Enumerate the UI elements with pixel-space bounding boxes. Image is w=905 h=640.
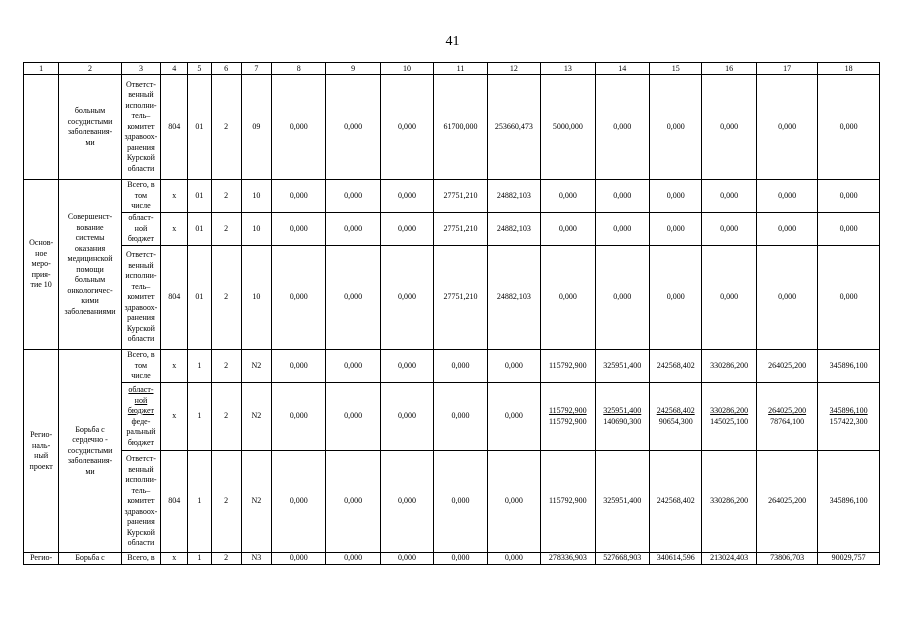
value-cell: 0,000 (326, 180, 380, 213)
value-top: 242568,402 (656, 406, 695, 415)
value-cell: 0,000 (487, 553, 540, 565)
value-cell: 0,000 (326, 213, 380, 246)
text-line: ранения (127, 517, 155, 527)
text-line: здравоох- (124, 506, 158, 516)
text-line: комитет (127, 121, 155, 131)
value-cell (649, 383, 701, 451)
page-number: 41 (445, 34, 460, 49)
value-cell: 0,000 (756, 246, 818, 350)
value-cell: 242568,402 (649, 350, 701, 383)
value-cell: 242568,402 (649, 451, 701, 553)
value-cell: 61700,000 (434, 75, 487, 180)
value-cell: 0,000 (595, 75, 649, 180)
text-line: венный (128, 260, 154, 270)
text-line: меро- (31, 259, 51, 269)
cell-source (121, 213, 160, 246)
text-line: проект (29, 461, 53, 471)
value-cell: 0,000 (271, 451, 325, 553)
text-line: област- (128, 385, 154, 394)
text-line: прия- (31, 269, 51, 279)
text-line: Борьба с (75, 424, 105, 434)
value-cell: 24882,103 (487, 213, 540, 246)
value-cell: 264025,200 (756, 350, 818, 383)
value-cell: 0,000 (434, 451, 487, 553)
table-row (24, 180, 880, 213)
text-line: оказания (74, 243, 106, 253)
value-bottom: 78764,100 (770, 416, 805, 426)
value-cell: 0,000 (380, 383, 433, 451)
value-bottom: 140690,300 (603, 416, 642, 426)
header-cell: 6 (211, 63, 241, 75)
value-cell: 0,000 (756, 213, 818, 246)
text-line: области (127, 538, 155, 548)
text-line: кими (81, 296, 99, 305)
text-line: том (134, 190, 148, 200)
text-line: тель– (131, 485, 151, 495)
value-cell: 0,000 (702, 180, 756, 213)
header-cell: 15 (649, 63, 701, 75)
value-bottom: 90654,300 (658, 416, 693, 426)
value-cell: 24882,103 (487, 180, 540, 213)
value-cell: 73806,703 (756, 553, 818, 565)
value-cell: 2 (211, 350, 241, 383)
text-line: Курской (126, 153, 155, 163)
value-cell: 2 (211, 383, 241, 451)
text-line: Ответст- (126, 79, 156, 89)
text-line: области (127, 334, 155, 344)
header-cell: 8 (271, 63, 325, 75)
value-cell: 345896,100 (818, 350, 880, 383)
text-line: Курской (126, 527, 155, 537)
value-cell: 0,000 (756, 180, 818, 213)
value-cell: 5000,000 (541, 75, 595, 180)
value-cell: 804 (161, 246, 188, 350)
text-line: системы (75, 233, 105, 242)
cell-measure (24, 180, 59, 350)
value-cell: x (161, 383, 188, 451)
header-cell: 1 (24, 63, 59, 75)
value-cell: 0,000 (380, 213, 433, 246)
value-cell: x (161, 350, 188, 383)
value-bottom: 157422,300 (829, 416, 868, 426)
value-cell: 0,000 (326, 451, 380, 553)
header-cell: 18 (818, 63, 880, 75)
value-cell: 27751,210 (434, 213, 487, 246)
text-line: Ответст- (126, 250, 156, 260)
text-line: ми (85, 137, 95, 147)
value-top: 115792,900 (548, 406, 587, 415)
value-cell: 0,000 (702, 246, 756, 350)
value-bottom: 115792,900 (548, 416, 587, 426)
text-line: сосудистыми (67, 445, 113, 455)
value-cell: 0,000 (541, 213, 595, 246)
value-cell: 264025,200 (756, 451, 818, 553)
header-cell: 13 (541, 63, 595, 75)
text-line: тель– (131, 281, 151, 291)
value-cell: 115792,900 (541, 350, 595, 383)
text-line: Всего, в (127, 180, 155, 190)
table-row (24, 75, 880, 180)
value-cell: 0,000 (271, 246, 325, 350)
value-cell: 0,000 (434, 553, 487, 565)
value-cell: 01 (188, 213, 211, 246)
value-cell (702, 383, 756, 451)
cell-name (59, 350, 122, 553)
value-cell: 2 (211, 75, 241, 180)
text-line: сердечно - (72, 435, 108, 445)
value-cell: 0,000 (271, 180, 325, 213)
text-line: заболеваниями (64, 306, 116, 316)
text-line: ное (35, 248, 48, 258)
value-cell: 0,000 (818, 246, 880, 350)
value-cell: 325951,400 (595, 451, 649, 553)
value-cell: 1 (188, 451, 211, 553)
value-cell: 0,000 (271, 383, 325, 451)
cell-source: Всего, в (121, 553, 160, 565)
text-line: ральный (126, 427, 156, 436)
value-cell: 10 (241, 180, 271, 213)
value-cell: 0,000 (702, 75, 756, 180)
cell-source (121, 246, 160, 350)
value-cell: 09 (241, 75, 271, 180)
text-line: венный (128, 90, 154, 100)
text-line: заболевания- (67, 127, 113, 136)
value-cell: 0,000 (818, 213, 880, 246)
header-cell: 3 (121, 63, 160, 75)
cell-name (59, 75, 122, 180)
value-cell: 0,000 (380, 75, 433, 180)
text-line: комитет (127, 496, 155, 506)
value-cell: 804 (161, 75, 188, 180)
cell-source (121, 383, 160, 451)
value-cell: 325951,400 (595, 350, 649, 383)
table-row (24, 451, 880, 553)
cell-name (59, 180, 122, 350)
cell-name: Борьба с (59, 553, 122, 565)
table-row (24, 350, 880, 383)
value-top: 264025,200 (768, 406, 807, 415)
header-cell: 16 (702, 63, 756, 75)
text-line: венный (128, 464, 154, 474)
value-cell: 2 (211, 553, 241, 565)
header-cell: 14 (595, 63, 649, 75)
text-line: Курской (126, 323, 155, 333)
text-line: ной (134, 395, 148, 405)
value-cell: 0,000 (271, 350, 325, 383)
text-line: тие 10 (30, 280, 52, 290)
text-line: больным (74, 106, 106, 115)
value-cell: 345896,100 (818, 451, 880, 553)
value-cell: 0,000 (271, 213, 325, 246)
value-cell: 340614,596 (649, 553, 701, 565)
value-cell: 0,000 (649, 75, 701, 180)
header-cell: 11 (434, 63, 487, 75)
value-cell: 0,000 (595, 213, 649, 246)
value-cell: 27751,210 (434, 180, 487, 213)
value-cell: 2 (211, 180, 241, 213)
value-top: 345896,100 (829, 406, 868, 415)
value-cell: 0,000 (756, 75, 818, 180)
text-line: бюджет (127, 406, 155, 415)
cell-measure (24, 350, 59, 553)
value-cell: 0,000 (271, 553, 325, 565)
value-cell (818, 383, 880, 451)
value-cell: 2 (211, 213, 241, 246)
value-cell (756, 383, 818, 451)
value-cell: 0,000 (541, 246, 595, 350)
value-cell: 0,000 (434, 383, 487, 451)
value-cell: 2 (211, 246, 241, 350)
value-cell: 0,000 (380, 180, 433, 213)
value-top: 325951,400 (603, 406, 642, 415)
header-row (24, 63, 880, 75)
value-cell: 0,000 (487, 451, 540, 553)
text-line: сосудистыми (67, 116, 113, 126)
value-cell: 1 (188, 553, 211, 565)
value-cell: x (161, 553, 188, 565)
value-cell: 213024,403 (702, 553, 756, 565)
value-cell: N2 (241, 350, 271, 383)
value-cell: 0,000 (649, 213, 701, 246)
value-cell: 0,000 (380, 451, 433, 553)
text-line: Основ- (29, 238, 54, 248)
value-cell: 0,000 (702, 213, 756, 246)
value-cell: 1 (188, 383, 211, 451)
text-line: бюджет (127, 437, 155, 447)
header-cell: 2 (59, 63, 122, 75)
cell-source (121, 75, 160, 180)
value-cell: 330286,200 (702, 350, 756, 383)
value-cell: 0,000 (818, 75, 880, 180)
value-cell (595, 383, 649, 451)
text-line: исполни- (125, 100, 157, 110)
text-line: медицинской (67, 254, 113, 263)
text-line: комитет (127, 292, 155, 302)
text-line: онкологичес- (67, 285, 113, 295)
cell-source (121, 451, 160, 553)
value-cell: 0,000 (595, 246, 649, 350)
value-cell: 253660,473 (487, 75, 540, 180)
text-line: Ответст- (126, 454, 156, 464)
value-cell: 278336,903 (541, 553, 595, 565)
text-line: помощи (76, 264, 104, 274)
text-line: ранения (127, 313, 155, 323)
value-cell: 1 (188, 350, 211, 383)
text-line: ной (134, 223, 148, 233)
value-cell: 0,000 (326, 75, 380, 180)
value-cell: 0,000 (326, 553, 380, 565)
header-cell: 4 (161, 63, 188, 75)
value-cell: 90029,757 (818, 553, 880, 565)
value-cell: 0,000 (649, 246, 701, 350)
value-cell: 0,000 (487, 350, 540, 383)
header-cell: 10 (380, 63, 433, 75)
text-line: том (134, 360, 148, 370)
value-cell: 0,000 (380, 246, 433, 350)
text-line: бюджет (127, 234, 155, 244)
value-cell: 10 (241, 246, 271, 350)
table-row (24, 213, 880, 246)
value-cell: 0,000 (380, 350, 433, 383)
text-line: Совершенст- (67, 212, 113, 221)
value-cell: 0,000 (326, 246, 380, 350)
value-cell: 330286,200 (702, 451, 756, 553)
header-cell: 12 (487, 63, 540, 75)
value-cell: 01 (188, 180, 211, 213)
text-line: заболевания- (67, 456, 113, 466)
value-cell: 01 (188, 75, 211, 180)
value-cell: N2 (241, 451, 271, 553)
budget-table (23, 62, 880, 565)
value-cell: 0,000 (487, 383, 540, 451)
text-line: наль- (32, 440, 51, 450)
value-cell: 0,000 (541, 180, 595, 213)
value-cell: 0,000 (326, 350, 380, 383)
text-line: тель– (131, 111, 151, 121)
text-line: област- (128, 213, 154, 223)
value-cell: N2 (241, 383, 271, 451)
text-line: ранения (127, 142, 155, 152)
text-line: числе (131, 201, 151, 211)
value-cell (541, 383, 595, 451)
value-cell: 0,000 (380, 553, 433, 565)
header-cell: 17 (756, 63, 818, 75)
value-cell: 804 (161, 451, 188, 553)
table-row (24, 246, 880, 350)
value-top: 330286,200 (710, 406, 749, 415)
text-line: числе (131, 371, 151, 381)
header-cell: 7 (241, 63, 271, 75)
cell-measure (24, 75, 59, 180)
table-row (24, 383, 880, 451)
text-line: здравоох- (124, 302, 158, 312)
text-line: здравоох- (124, 132, 158, 142)
value-cell: 27751,210 (434, 246, 487, 350)
value-cell: N3 (241, 553, 271, 565)
value-cell: x (161, 180, 188, 213)
value-cell: 0,000 (595, 180, 649, 213)
value-cell: 10 (241, 213, 271, 246)
text-line: ми (85, 466, 95, 476)
cell-source (121, 180, 160, 213)
value-cell: 0,000 (818, 180, 880, 213)
table-row (24, 553, 880, 565)
text-line: Регио- (30, 430, 53, 439)
value-cell: 115792,900 (541, 451, 595, 553)
cell-source (121, 350, 160, 383)
cell-measure: Регио- (24, 553, 59, 565)
value-cell: 2 (211, 451, 241, 553)
value-bottom: 145025,100 (710, 416, 749, 426)
value-cell: 0,000 (434, 350, 487, 383)
value-cell: 0,000 (326, 383, 380, 451)
value-cell: 24882,103 (487, 246, 540, 350)
value-cell: 527668,903 (595, 553, 649, 565)
text-line: ный (34, 451, 49, 460)
header-cell: 5 (188, 63, 211, 75)
text-line: больным (74, 275, 106, 284)
value-cell: x (161, 213, 188, 246)
value-cell: 01 (188, 246, 211, 350)
value-cell: 0,000 (649, 180, 701, 213)
text-line: исполни- (125, 475, 157, 485)
text-line: исполни- (125, 271, 157, 281)
text-line: Всего, в (127, 350, 155, 360)
text-line: вование (76, 222, 104, 232)
text-line: феде- (131, 416, 151, 426)
text-line: области (127, 163, 155, 173)
value-cell: 0,000 (271, 75, 325, 180)
header-cell: 9 (326, 63, 380, 75)
